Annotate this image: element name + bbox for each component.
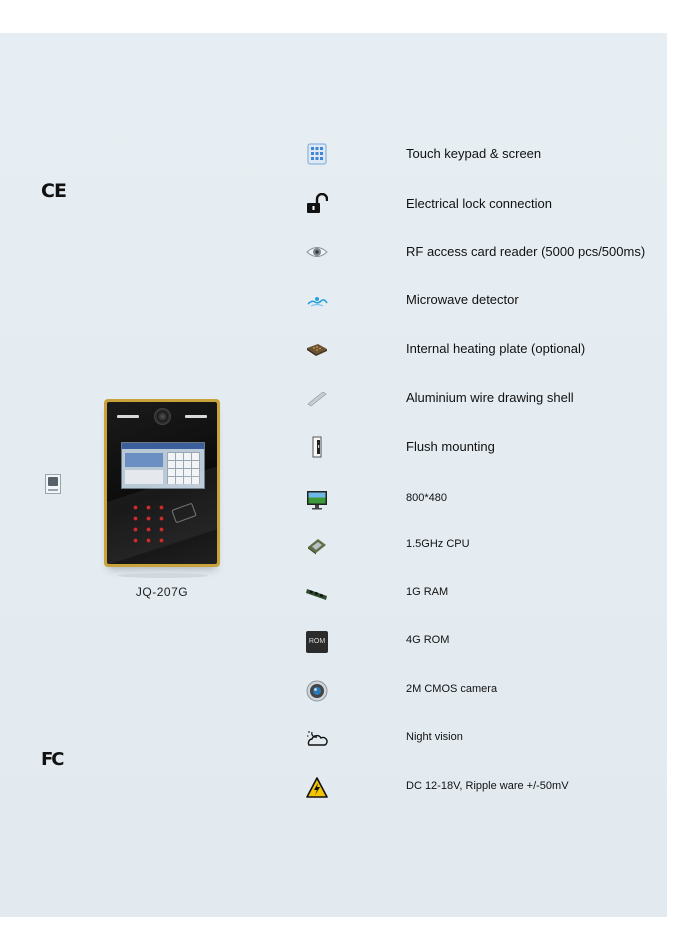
- microwave-icon: [306, 289, 328, 311]
- fc-mark: FC: [41, 749, 63, 770]
- feature-label: Aluminium wire drawing shell: [406, 390, 574, 405]
- night-vision-icon: [306, 728, 328, 750]
- device-model-label: JQ-207G: [135, 585, 189, 599]
- feature-row: [0, 629, 700, 657]
- feature-row: [0, 239, 700, 267]
- feature-row: [0, 533, 700, 561]
- feature-row: [0, 775, 700, 803]
- feature-label: 2M CMOS camera: [406, 683, 498, 695]
- rom-icon: ROM: [306, 631, 328, 653]
- feature-label: 1.5GHz CPU: [406, 538, 470, 550]
- feature-row: [0, 287, 700, 315]
- feature-row: [0, 726, 700, 754]
- feature-label: Internal heating plate (optional): [406, 341, 586, 356]
- feature-row: [0, 385, 700, 413]
- feature-label: Night vision: [406, 731, 463, 743]
- feature-row: [0, 191, 700, 219]
- speaker-slot-left: [117, 415, 139, 418]
- camera-icon: [306, 680, 328, 702]
- flush-mount-icon: [306, 436, 328, 458]
- feature-label: Electrical lock connection: [406, 196, 552, 211]
- feature-label: DC 12-18V, Ripple ware +/-50mV: [406, 780, 569, 792]
- feature-label: Touch keypad & screen: [406, 146, 542, 161]
- unlock-icon: [306, 193, 328, 215]
- aluminium-shell-icon: [306, 387, 328, 409]
- feature-label: 1G RAM: [406, 586, 449, 598]
- feature-row: [0, 434, 700, 462]
- feature-label: Microwave detector: [406, 292, 519, 307]
- device-shadow: [118, 573, 208, 578]
- feature-row: [0, 336, 700, 364]
- heating-plate-icon: [306, 338, 328, 360]
- feature-label: Flush mounting: [406, 439, 495, 454]
- ce-mark: CE: [41, 180, 66, 202]
- keypad-icon: [306, 143, 328, 165]
- speaker-slot-right: [185, 415, 207, 418]
- feature-row: [0, 141, 700, 169]
- feature-row: [0, 678, 700, 706]
- eye-icon: [306, 241, 328, 263]
- cpu-icon: [306, 535, 328, 557]
- feature-row: [0, 487, 700, 515]
- feature-label: 4G ROM: [406, 634, 450, 646]
- ram-icon: [306, 583, 328, 605]
- warning-icon: [306, 777, 328, 799]
- feature-row: [0, 581, 700, 609]
- feature-label: RF access card reader (5000 pcs/500ms): [406, 244, 646, 259]
- monitor-icon: [306, 489, 328, 511]
- feature-label: 800*480: [406, 492, 447, 504]
